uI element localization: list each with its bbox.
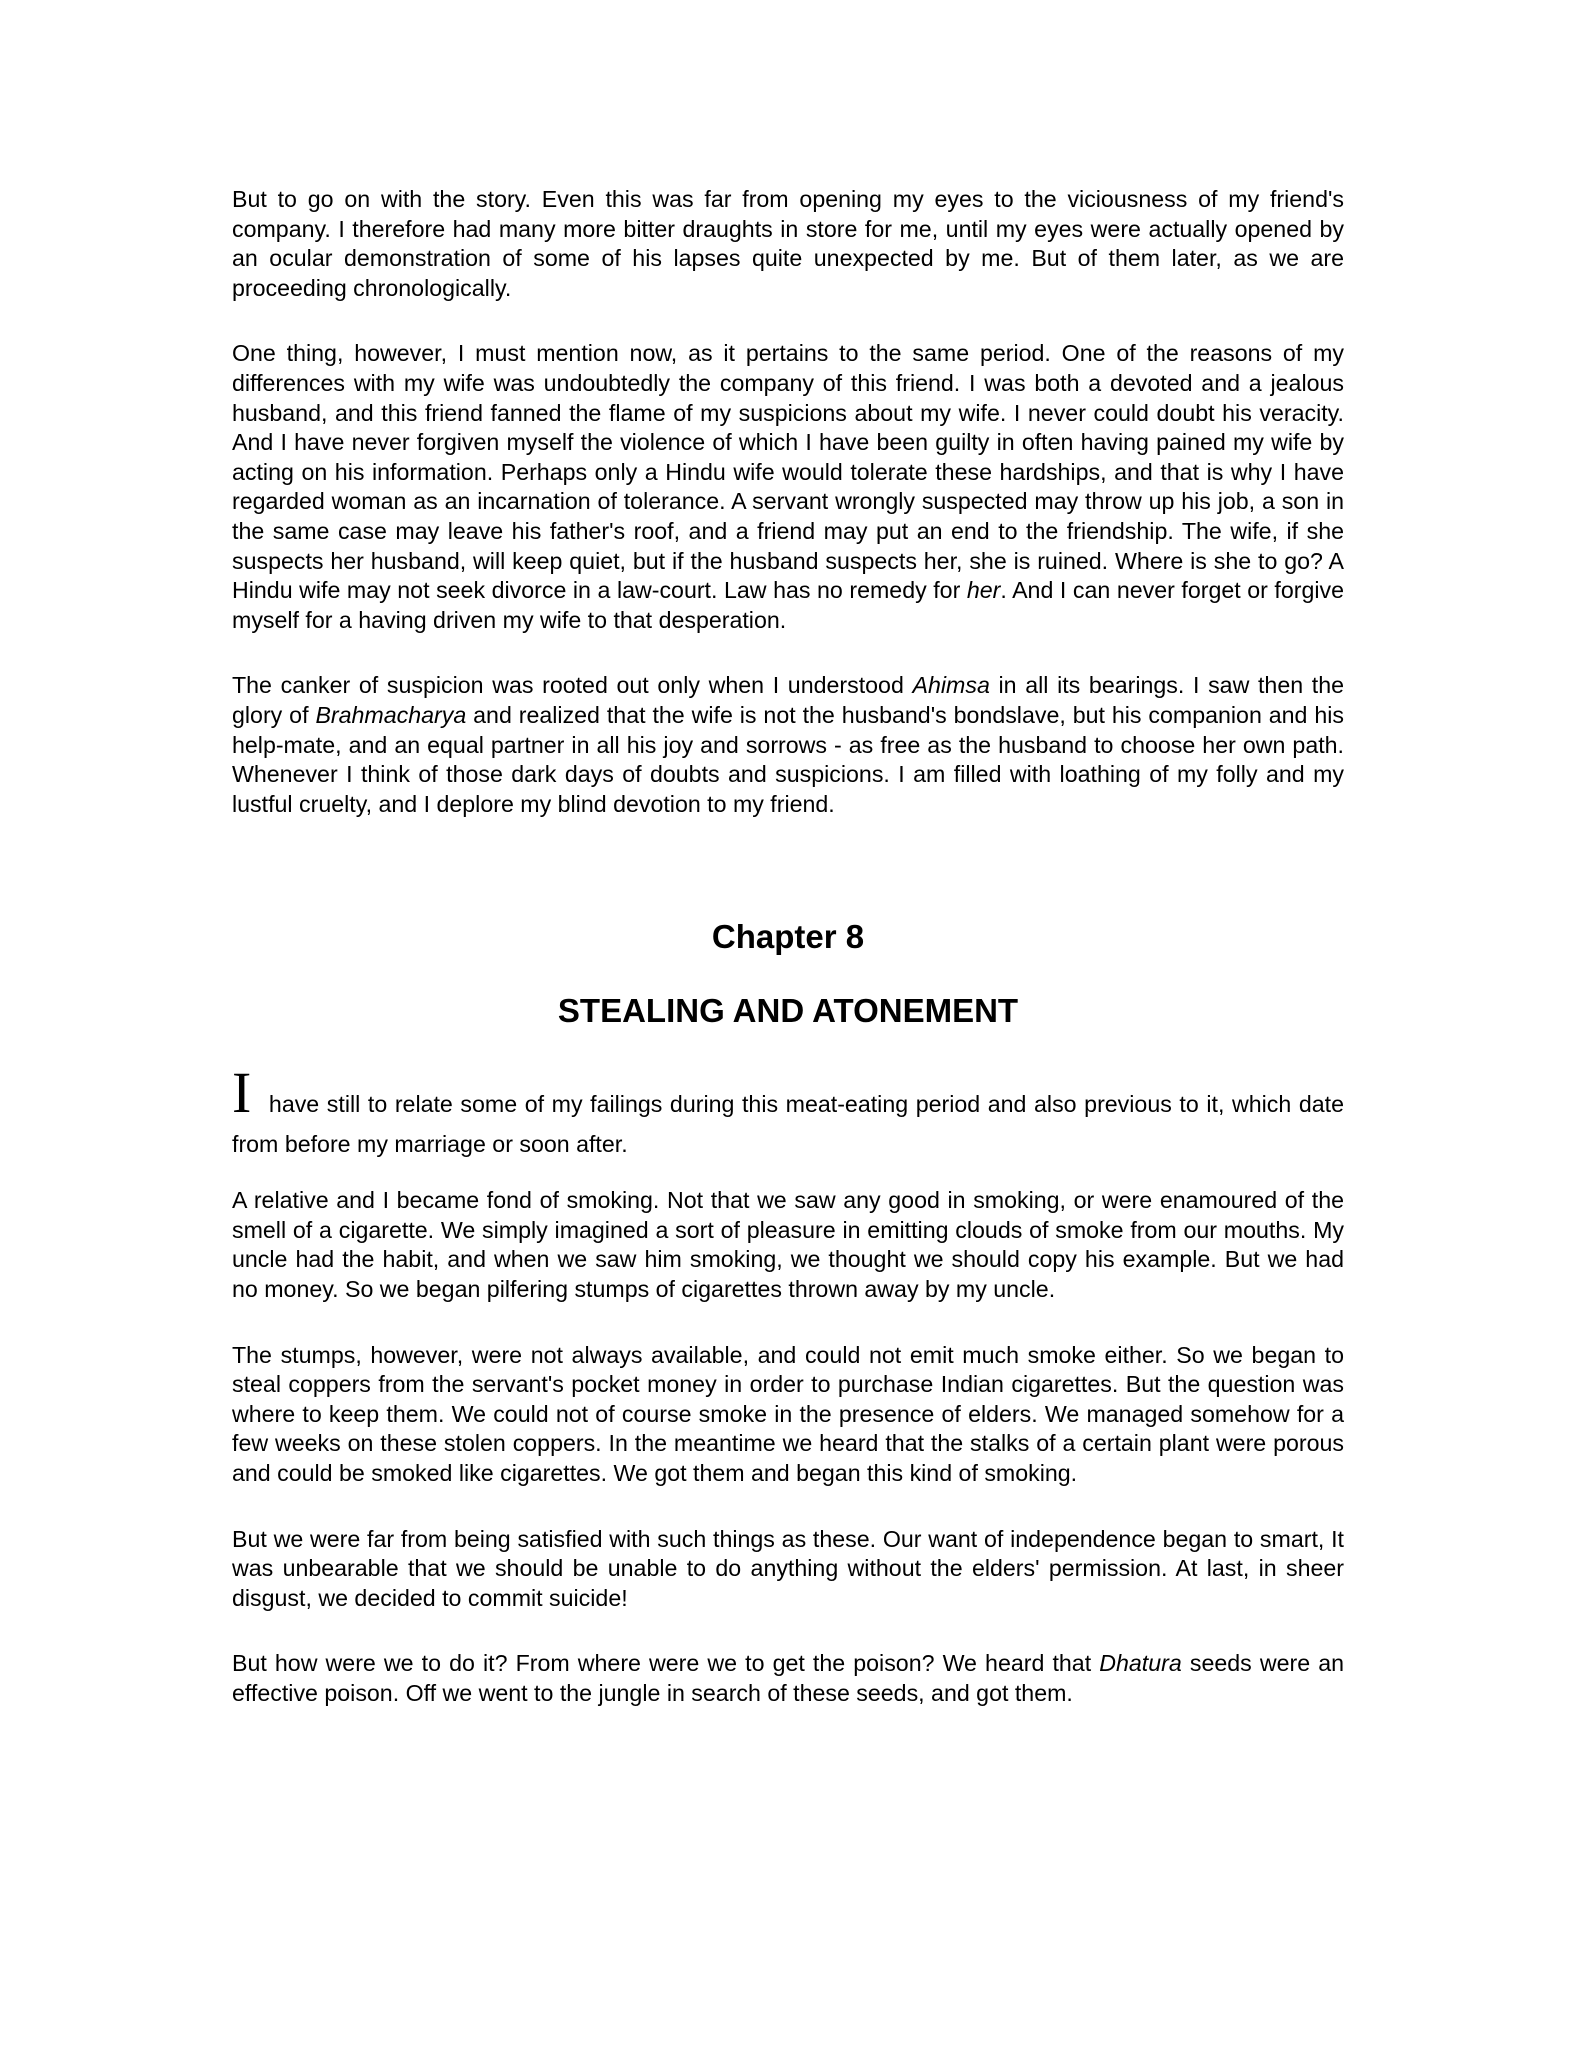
drop-cap: I <box>232 1060 252 1126</box>
paragraph-suspicion: One thing, however, I must mention now, as it pertains to the same period. One of the reasons of my differences with my wife was undoubtedly the company of this friend. I was both a devoted and a jealous husband, and this friend fanned the flame of my suspicions about my wife. I never could doubt his veracity. And I have never forgiven myself the violence of which I have been guilty in often having pained my wife by acting on his information. Perhaps only a Hindu wife would tolerate these hardships, and that is why I have regarded woman as an incarnation of tolerance. A servant wrongly suspected may throw up his job, a son in the same case may leave his father's roof, and a friend may put an end to the friendship. The wife, if she suspects her husband, will keep quiet, but if the husband suspects her, she is ruined. Where is she to go? A Hindu wife may not seek divorce in a law-court. Law has no remedy for her. And I can never forget or forgive myself for a having driven my wife to that desperation. <box>232 340 1344 633</box>
paragraph-smoking: A relative and I became fond of smoking. Not that we saw any good in smoking, or were enamoured of the smell of a cigarette. We simply imagined a sort of pleasure in emitting clouds of smoke from our mouths. My uncle had the habit, and when we saw him smoking, we thought we should copy his example. But we had no money. So we began pilfering stumps of cigarettes thrown away by my uncle. <box>232 1187 1344 1303</box>
paragraph-poison: But how were we to do it? From where were we to get the poison? We heard that Dhatura seeds were an effective poison. Off we went to the jungle in search of these seeds, and got them. <box>232 1650 1344 1706</box>
page-body <box>232 185 1344 1709</box>
paragraph-opening: I have still to relate some of my failings during this meat-eating period and also previous to it, which date from before my marriage or soon after. <box>232 1060 1344 1158</box>
paragraph-story-continues: But to go on with the story. Even this was far from opening my eyes to the viciousness of my friend's company. I therefore had many more bitter draughts in store for me, until my eyes were actually opened by an ocular demonstration of some of his lapses quite unexpected by me. But of them later, as we are proceeding chronologically. <box>232 186 1344 301</box>
paragraph-stumps: The stumps, however, were not always available, and could not emit much smoke either. So we began to steal coppers from the servant's pocket money in order to purchase Indian cigarettes. But the question was where to keep them. We could not of course smoke in the presence of elders. We managed somehow for a few weeks on these stolen coppers. In the meantime we heard that the stalks of a certain plant were porous and could be smoked like cigarettes. We got them and began this kind of smoking. <box>232 1341 1344 1487</box>
paragraph-independence: But we were far from being satisfied with such things as these. Our want of independence began to smart, It was unbearable that we should be unable to do anything without the elders' permission. At last, in sheer disgust, we decided to commit suicide! <box>232 1525 1344 1611</box>
chapter-title: STEALING AND ATONEMENT <box>557 992 1019 1030</box>
chapter-number: Chapter 8 <box>711 918 865 956</box>
paragraph-ahimsa: The canker of suspicion was rooted out only when I understood Ahimsa in all its bearings. I saw then the glory of Brahmacharya and realized that the wife is not the husband's bondslave, but his companion and his help-mate, and an equal partner in all his joy and sorrows - as free as the husband to choose her own path. Whenever I think of those dark days of doubts and suspicions. I am filled with loathing of my folly and my lustful cruelty, and I deplore my blind devotion to my friend. <box>232 672 1345 817</box>
